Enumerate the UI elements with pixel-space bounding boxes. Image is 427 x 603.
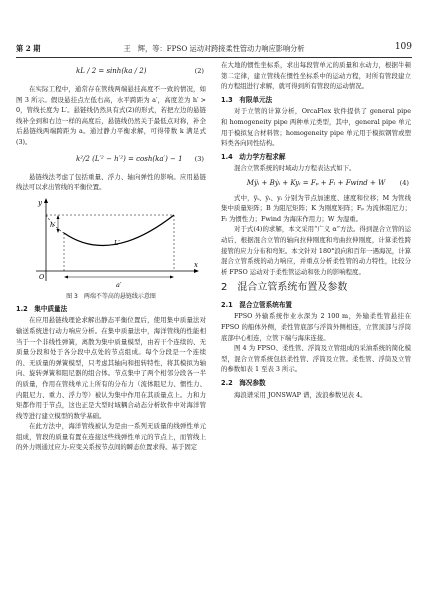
paragraph: 在此方法中，海洋管线被认为是由一系列无质量的线弹性单元组成，管段的质量有置在连接这些线弹性单元的节点上，而管线上的外力则通过应力-应变关系按节点间的瞬态位置求得。基于固定: [16, 422, 206, 452]
paragraph: 在大地的惯性坐标系，求出每段管单元的质量和水动力，根据牛顿第二定律，建立管线在惯性坐标系中的运动方程，对所有管段建立的方程组进行求解，就可得到所有管段的运动情况。: [221, 61, 411, 91]
section-heading: 2.2 海况参数: [221, 379, 266, 388]
equation-4-expr: Mÿᵢ + Bẏᵢ + Kyᵢ = Fₚ + Fₗ + Fwind + W: [246, 178, 386, 187]
equation-4: [221, 178, 411, 189]
header-rule: [16, 57, 412, 58]
paragraph: FPSO 外输系统作业水深为 2 100 m，外输柔性管悬挂在 FPSO 的船体外侧，柔性管底部与浮筒外侧相连，立管顶部与浮筒底部中心相连，立管下端与海床连接。: [221, 312, 411, 342]
equation-2: [16, 60, 206, 84]
y-axis-arrow: [44, 198, 48, 203]
paragraph: 海浪谱采用 JONSWAP 谱，波浪参数见表 4。: [234, 390, 367, 399]
catenary-diagram: [16, 193, 206, 289]
left-column: [16, 60, 206, 453]
chapter-heading: 2 混合立管系统布置及参数: [221, 282, 348, 294]
equation-4-number: (4): [399, 178, 409, 187]
section-heading: 1.2 集中质量法: [16, 304, 68, 313]
h-label: h′: [50, 220, 56, 229]
span-arrow-left: [64, 275, 68, 278]
paragraph: 图 4 为 FPSO、柔性管、浮筒及立管组成的采油系统的简化模型，混合立管系统包括柔性管、浮筒及立管。柔性管、浮筒及立管的参数如表 1 至表 3 所示。: [221, 344, 411, 374]
origin-label: O: [39, 272, 45, 281]
paragraph: 在实际工程中，通常存在管线两端悬挂高度不一致的情况，如图 3 所示。假设悬挂点左低右高，水平跨距为 a′，高度差为 h′ > 0，管线长度为 L′。悬链线仍然具有式(2)的形式，若把左边的悬链线补全到和右边一样的高度后，悬链线仍然关于最低点对称，补全后悬链线两端跨距为 a。通过静力平衡求解，可得带数 k 满足式(3)。: [16, 85, 206, 146]
y-label: y: [38, 198, 42, 207]
running-header: [16, 44, 412, 57]
issue-number: 第 2 期: [16, 44, 41, 53]
figure-caption: 图 3 两端不等高的悬链线示意图: [66, 293, 156, 301]
page-number: 109: [394, 42, 412, 52]
paragraph: 悬链线法考虑了包括重量、浮力、轴向弹性的影响。应用悬链线法可以求出管线的平衡位置。: [16, 172, 206, 192]
equation-2-expr: kL / 2 = sinh(ka / 2): [76, 67, 147, 75]
equation-2-number: (2): [194, 67, 204, 75]
L-label: L′: [114, 238, 120, 247]
height-arrow-top: [57, 215, 60, 219]
paragraph: 在应用悬链线理论求解出静态平衡位置后，使用集中质量法对输送系统进行动力响应分析。在集中质量法中，海洋管线的性能相当于一个非线性弹簧，离散为集中质量模型，由若干个连续的、无质量分段和处于各分段中点处的节点组成。每个分段是一个连续的、无质量的弹簧模型，只考虑其轴向和扭转特性，将其模拟为轴向、旋转弹簧和阻尼器的组合体。节点集中了两个相邻分段各一半的质量，作用在管线单元上所有的分布力（流体阻尼力、惯性力、内阻尼力、重力、浮力等）被认为集中作用在其质量点上。力和力矩都作用于节点，这也正是大型时域耦合动态分析软件中对海洋管线等进行建立模型的数学基础。: [16, 316, 206, 420]
equation-3: [16, 148, 206, 172]
equation-3-expr: k²/2 (L′² − h′²) = cosh(ka′) − 1: [76, 154, 183, 163]
running-title: 王 辉，等：FPSO 运动对跨接柔性管动力响应影响分析: [123, 44, 305, 53]
section-heading: 1.3 有限单元法: [221, 95, 273, 104]
paragraph: 对于立管的计算分析，OrcaFlex 软件提供了 general pipe 和 homogeneity pipe 两种单元类型，其中，general pipe 单元用于模拟复合材料管；homogeneity pipe 单元用于模拟钢管或塑料类各向同性结构。: [221, 107, 411, 148]
equation-3-number: (3): [194, 154, 204, 163]
a-label: a′: [116, 280, 122, 289]
section-heading: 1.4 动力学方程求解: [221, 152, 286, 161]
x-label: x: [194, 260, 198, 269]
paragraph: 式中，ÿᵢ、ẏᵢ、yᵢ 分别为节点加速度、速度和位移；M 为管线集中质量矩阵；B 为阻尼矩阵；K 为刚度矩阵；Fₚ 为流体阻尼力；Fₗ 为惯性力；Fwind 为海床作用力；W 为湿重。: [221, 193, 411, 223]
paragraph: 对于式(4)的求解，本文采用“广义 α”方法。得到混合立管的运动后，根据混合立管的轴向拉伸刚度和弯曲拉伸刚度，计算柔性跨接管的应力分布和弯矩。本文针对 180°浪向和百年一遇海况，计算混合立管系统的动力响应，并重点分析柔性管的动力特性，比较分析 FPSO 运动对于柔性管运动和张力的影响程度。: [221, 225, 411, 276]
x-axis-arrow: [194, 269, 199, 273]
height-arrow-bottom: [57, 229, 60, 233]
right-column: [221, 60, 411, 400]
figure-3: [16, 193, 206, 301]
paragraph: 混合立管系统的时域动力方程表达式如下。: [234, 164, 356, 173]
span-arrow-right: [170, 275, 174, 278]
section-heading: 2.1 混合立管系统布置: [221, 300, 293, 309]
